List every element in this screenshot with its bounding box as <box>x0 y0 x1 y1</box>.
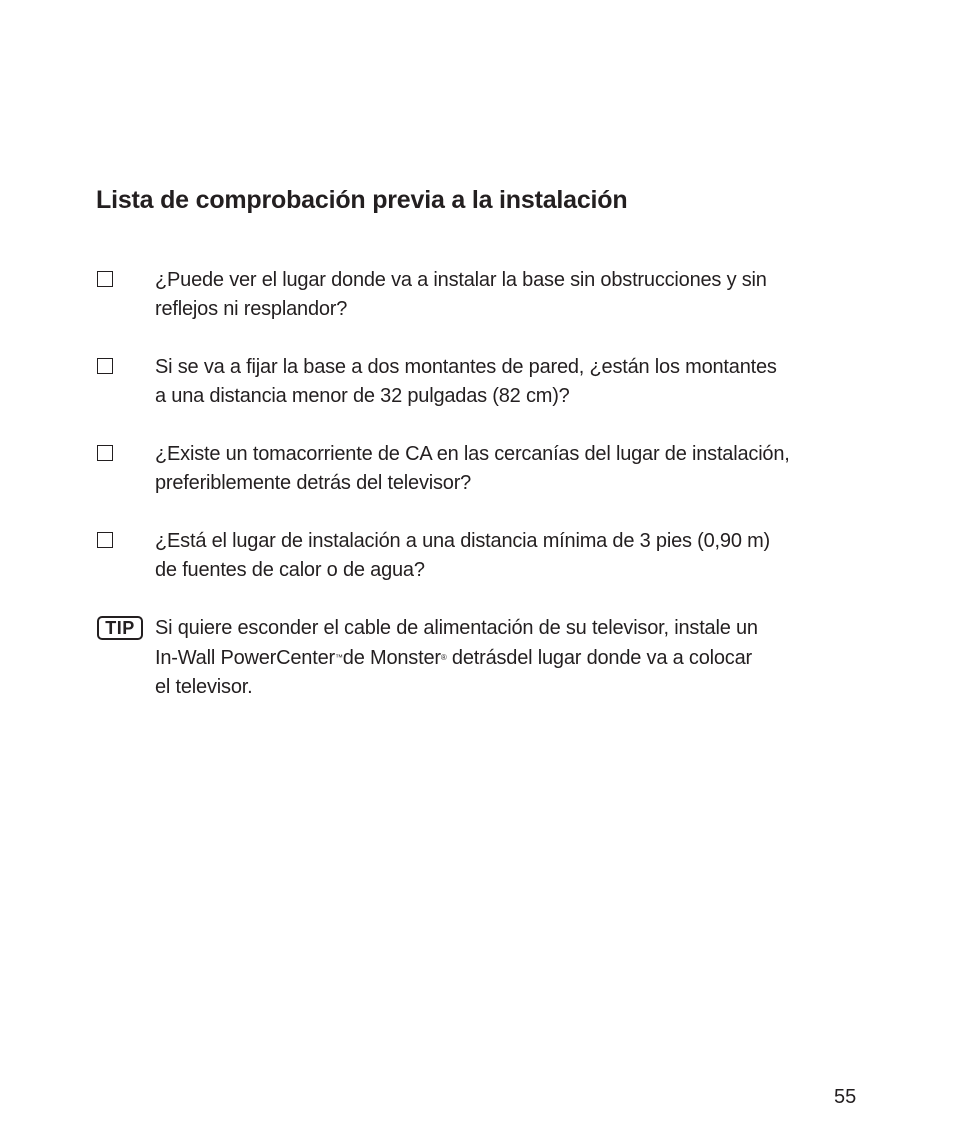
text-line: reflejos ni resplandor? <box>155 298 348 320</box>
tip-badge: TIP <box>97 616 143 640</box>
trademark-symbol: ™ <box>334 653 343 662</box>
checkbox-icon <box>97 358 113 374</box>
brand-text: de Monster <box>342 647 441 669</box>
page-number: 55 <box>834 1086 857 1108</box>
checklist-item-text <box>155 353 860 411</box>
text-line: Si quiere esconder el cable de alimentación de su televisor, instale un <box>155 617 758 639</box>
page-title: Lista de comprobación previa a la instalación <box>96 186 628 214</box>
text-fragment: detrásdel lugar donde va a colocar <box>446 647 752 669</box>
checklist-item-text <box>155 527 860 585</box>
text-line: de fuentes de calor o de agua? <box>155 559 425 581</box>
checkbox-icon <box>97 445 113 461</box>
text-line: el televisor. <box>155 676 253 698</box>
text-line: ¿Existe un tomacorriente de CA en las cercanías del lugar de instalación, <box>155 443 790 465</box>
text-line: preferiblemente detrás del televisor? <box>155 472 472 494</box>
checkbox-icon <box>97 271 113 287</box>
text-line: ¿Puede ver el lugar donde va a instalar la base sin obstrucciones y sin <box>155 269 767 291</box>
text-line: ¿Está el lugar de instalación a una distancia mínima de 3 pies (0,90 m) <box>155 530 771 552</box>
checkbox-icon <box>97 532 113 548</box>
registered-symbol: ® <box>440 653 447 662</box>
text-line: Si se va a fijar la base a dos montantes de pared, ¿están los montantes <box>155 356 777 378</box>
checklist-item-text <box>155 440 860 498</box>
product-name: In-Wall PowerCenter <box>155 647 335 669</box>
tip-text <box>155 614 860 702</box>
text-line: a una distancia menor de 32 pulgadas (82 cm)? <box>155 385 570 407</box>
checklist-item-text <box>155 266 860 324</box>
text-line <box>155 643 860 673</box>
